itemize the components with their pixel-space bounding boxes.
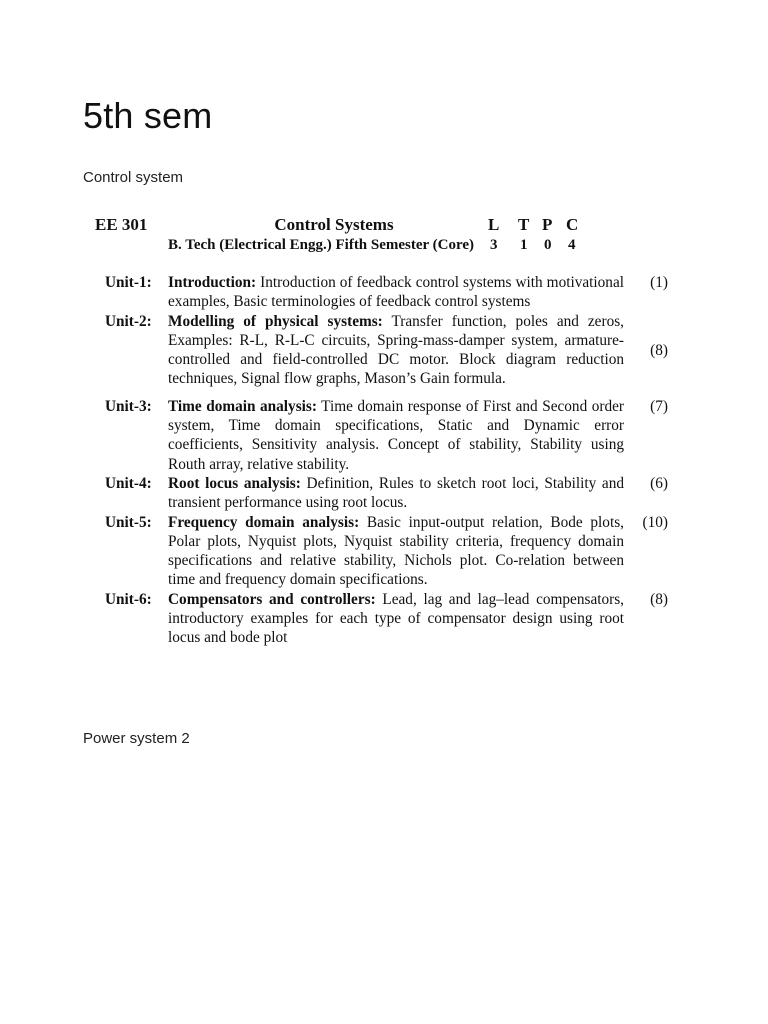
unit-body: [168, 312, 624, 389]
unit-hours: (8): [650, 341, 668, 359]
unit-hours: (10): [642, 513, 668, 531]
unit-body: [168, 474, 624, 513]
unit-text: Time domain response of First and Second order system, Time domain specifications, Static and Dynamic error coefficients, Sensitivity analysis. Concept of stability, Stability using Routh array, relative stability.: [168, 397, 624, 473]
unit-label: Unit-4:: [105, 474, 152, 492]
unit-hours: (1): [650, 274, 668, 291]
unit-row: [95, 312, 675, 389]
unit-topic: Frequency domain analysis:: [168, 513, 360, 531]
ltpc-header-c: C: [566, 215, 579, 234]
unit-hours: (6): [650, 474, 668, 492]
unit-text: Introduction of feedback control systems with motivational examples, Basic terminologies of feedback control systems: [168, 274, 624, 311]
ltpc-value-p: 0: [544, 237, 552, 253]
ltpc-value-c: 4: [568, 237, 576, 253]
ltpc-value-t: 1: [520, 237, 528, 253]
section-label-power-system: Power system 2: [83, 730, 190, 747]
unit-topic: Root locus analysis:: [168, 474, 301, 492]
unit-hours: (8): [650, 590, 668, 608]
syllabus-image-block: [95, 214, 675, 648]
unit-text: Basic input-output relation, Bode plots, Polar plots, Nyquist plots, Nyquist stability criteria, frequency domain specifications and relative stability, Nichols plot. Co-relation between time and frequency domain specifications.: [168, 513, 624, 589]
unit-row: [95, 590, 675, 648]
ltpc-header-t: T: [518, 215, 530, 234]
unit-body: [168, 590, 624, 648]
unit-body: [168, 513, 624, 590]
unit-body: [168, 397, 624, 474]
unit-row: [95, 397, 675, 474]
unit-label: Unit-3:: [105, 397, 152, 415]
ltpc-value-l: 3: [490, 237, 498, 253]
unit-hours: (7): [650, 397, 668, 415]
unit-body: [168, 273, 624, 312]
unit-row: [95, 474, 675, 513]
unit-topic: Compensators and controllers:: [168, 590, 376, 608]
unit-topic: Introduction:: [168, 274, 257, 291]
unit-row: [95, 513, 675, 590]
ltpc-header-p: P: [542, 215, 553, 234]
units-list: [95, 273, 675, 648]
unit-row: [95, 273, 675, 312]
unit-label: Unit-6:: [105, 590, 152, 608]
course-subtitle-row: [95, 236, 675, 255]
unit-text: Lead, lag and lag–lead compensators, introductory examples for each type of compensator design using root locus and bode plot: [168, 590, 625, 647]
section-label-control-system: Control system: [83, 169, 184, 186]
unit-label: Unit-1:: [105, 274, 152, 291]
unit-label: Unit-2:: [105, 312, 152, 330]
course-header: [95, 214, 675, 236]
page-title: 5th sem: [83, 95, 213, 136]
course-code: EE 301: [95, 215, 148, 234]
unit-text: Definition, Rules to sketch root loci, Stability and transient performance using root locus.: [168, 474, 624, 512]
unit-label: Unit-5:: [105, 513, 152, 531]
unit-text: Transfer function, poles and zeros, Examples: R-L, R-L-C circuits, Spring-mass-damper system, armature-controlled and field-controlled DC motor. Block diagram reduction techniques, Signal flow graphs, Mason’s Gain formula.: [168, 312, 624, 388]
unit-topic: Time domain analysis:: [168, 397, 317, 415]
course-subtitle: B. Tech (Electrical Engg.) Fifth Semester (Core): [168, 237, 475, 253]
unit-topic: Modelling of physical systems:: [168, 312, 383, 330]
course-name: Control Systems: [274, 215, 394, 234]
ltpc-header-l: L: [488, 215, 500, 234]
